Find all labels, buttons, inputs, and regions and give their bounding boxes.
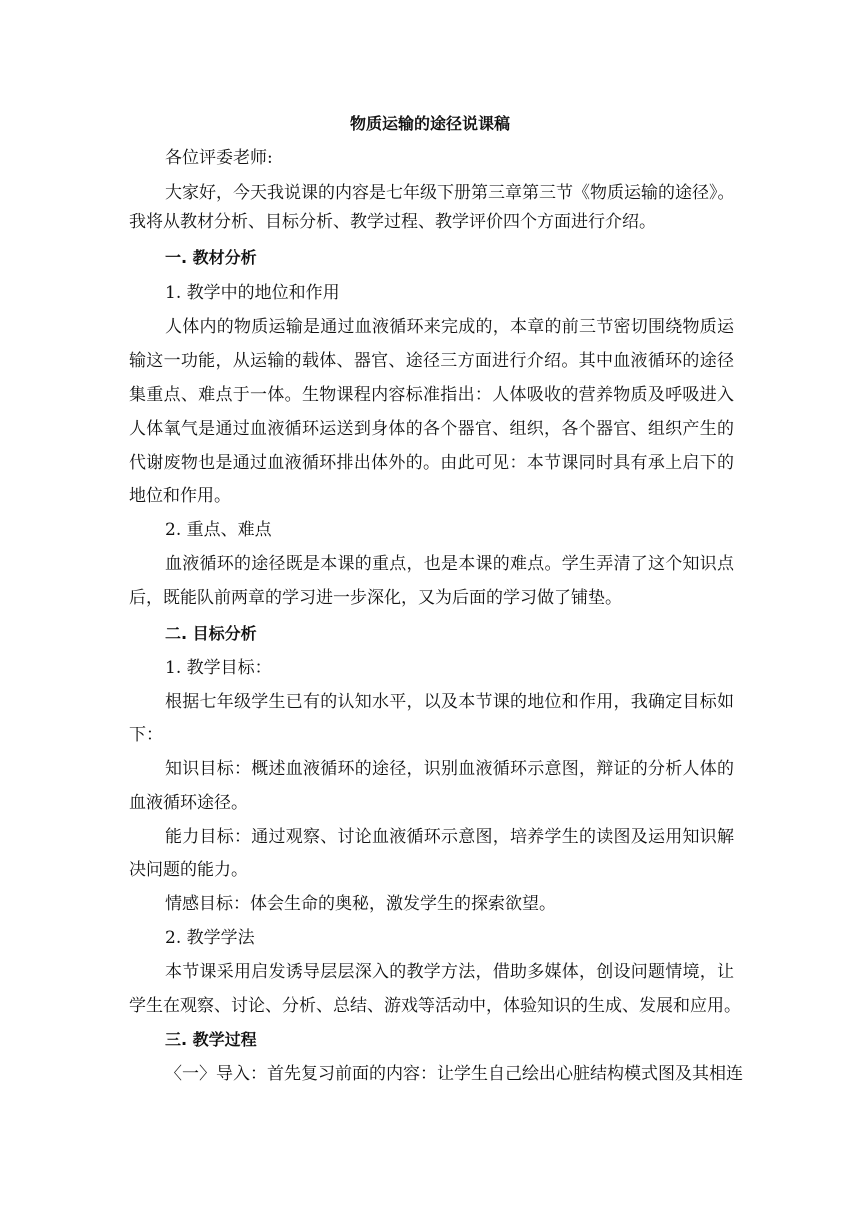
- paragraph-3-line-2: 下：: [129, 725, 163, 745]
- paragraph-5-line-2: 决问题的能力。: [129, 860, 248, 880]
- section-1-heading: 一. 教材分析: [165, 248, 257, 267]
- paragraph-8-line-1: 〈一〉导入：首先复习前面的内容：让学生自己绘出心脏结构模式图及其相连: [165, 1064, 743, 1084]
- paragraph-2-line-1: 血液循环的途径既是本课的重点，也是本课的难点。学生弄清了这个知识点: [165, 554, 734, 574]
- intro-line-1: 大家好，今天我说课的内容是七年级下册第三章第三节《物质运输的途径》。: [165, 183, 735, 203]
- paragraph-2-line-2: 后，既能队前两章的学习进一步深化，又为后面的学习做了铺垫。: [129, 588, 622, 608]
- paragraph-7-line-2: 学生在观察、讨论、分析、总结、游戏等活动中，体验知识的生成、发展和应用。: [129, 996, 741, 1016]
- section-3-heading: 三. 教学过程: [165, 1030, 257, 1049]
- paragraph-3-line-1: 根据七年级学生已有的认知水平，以及本节课的地位和作用，我确定目标如: [165, 692, 734, 712]
- intro-line-2: 我将从教材分析、目标分析、教学过程、教学评价四个方面进行介绍。: [129, 212, 656, 232]
- paragraph-1-line-6: 地位和作用。: [129, 486, 231, 506]
- paragraph-1-line-4: 人体氧气是通过血液循环运送到身体的各个器官、组织，各个器官、组织产生的: [129, 419, 734, 439]
- section-2-subheading-1: 1. 教学目标：: [165, 658, 272, 678]
- paragraph-1-line-1: 人体内的物质运输是通过血液循环来完成的，本章的前三节密切围绕物质运: [165, 317, 734, 337]
- paragraph-6-line-1: 情感目标：体会生命的奥秘，激发学生的探索欲望。: [165, 894, 556, 914]
- paragraph-1-line-5: 代谢废物也是通过血液循环排出体外的。由此可见：本节课同时具有承上启下的: [129, 453, 734, 473]
- paragraph-5-line-1: 能力目标：通过观察、讨论血液循环示意图，培养学生的读图及运用知识解: [165, 827, 734, 847]
- paragraph-4-line-2: 血液循环途径。: [129, 793, 248, 813]
- section-2-subheading-2: 2. 教学学法: [165, 928, 255, 948]
- paragraph-7-line-1: 本节课采用启发诱导层层深入的教学方法，借助多媒体，创设问题情境，让: [165, 962, 734, 982]
- document-title: 物质运输的途径说课稿: [349, 114, 510, 133]
- paragraph-4-line-1: 知识目标：概述血液循环的途径，识别血液循环示意图，辩证的分析人体的: [165, 759, 734, 779]
- paragraph-1-line-3: 集重点、难点于一体。生物课程内容标准指出：人体吸收的营养物质及呼吸进入: [129, 385, 734, 405]
- section-2-heading: 二. 目标分析: [165, 624, 257, 643]
- section-1-subheading-2: 2. 重点、难点: [165, 520, 272, 540]
- section-1-subheading-1: 1. 教学中的地位和作用: [165, 283, 340, 303]
- paragraph-1-line-2: 输这一功能，从运输的载体、器官、途径三方面进行介绍。其中血液循环的途径: [129, 351, 734, 371]
- greeting: 各位评委老师:: [165, 148, 273, 168]
